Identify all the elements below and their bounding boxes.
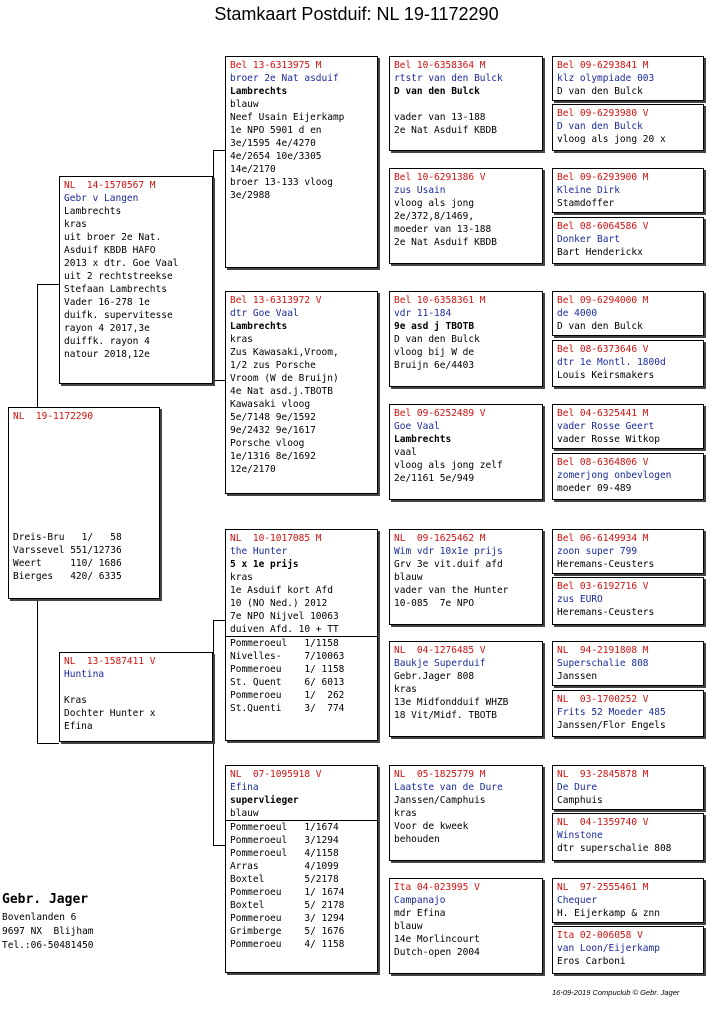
pigeon-line: broer 13-133 vloog [230,177,333,188]
pigeon-line: Pommeroeu 4/ 1158 [230,939,345,950]
pigeon-ring: Bel 09-6293841 M [557,60,649,71]
pigeon-line: duifk. supervitesse [64,310,173,321]
pigeon-ring: Bel 13-6313972 V [230,295,322,306]
pigeon-line: behouden [394,834,440,845]
pigeon-ring: Bel 09-6293900 M [557,172,649,183]
pigeon-line: vader van 13-188 [394,112,486,123]
pigeon-line: 2e Nat Asduif KBDB [394,125,497,136]
pigeon-line: Pommeroeul 3/1294 [230,835,339,846]
pigeon-line: blauw [230,808,259,819]
pigeon-line: 2e/372,8/1469, [394,211,475,222]
gen4-card[interactable] [552,168,704,213]
pigeon-line: moeder 09-489 [557,483,632,494]
gen2-card[interactable] [225,765,378,973]
pigeon-line: natour 2018,12e [64,349,150,360]
pigeon-ring: Ita 04-023995 V [394,882,480,893]
pigeon-ring: Bel 09-6252489 V [394,408,486,419]
pigeon-line: Lambrechts [230,321,288,332]
pigeon-line: 13e Midfondduif WHZB [394,697,509,708]
connector-line [213,380,225,381]
pigeon-name: van Loon/Eijerkamp [557,943,660,954]
pigeon-line: vloog bij W de [394,347,475,358]
pigeon-line: Grimberge 5/ 1676 [230,926,345,937]
pigeon-line: Asduif KBDB HAFO [64,245,156,256]
owner-phone: Tel.:06-50481450 [2,940,94,951]
pigeon-line: supervlieger [230,795,299,806]
pigeon-line: D van den Bulck [394,334,480,345]
pigeon-name: Laatste van de Dure [394,782,503,793]
pigeon-ring: NL 04-1359740 V [557,817,649,828]
pigeon-ring: NL 04-1276485 V [394,645,486,656]
pigeon-line: kras [394,684,417,695]
pigeon-name: De Dure [557,782,598,793]
pigeon-line: Arras 4/1099 [230,861,339,872]
pigeon-line: D van den Bulck [394,86,480,97]
pigeon-name: Goe Vaal [394,421,440,432]
pigeon-line: Kras [64,695,87,706]
pigeon-line: Pommeroeu 1/ 262 [230,690,345,701]
pigeon-line: Stamdoffer [557,198,615,209]
pigeon-line: kras [394,808,417,819]
pigeon-ring: Bel 10-6291386 V [394,172,486,183]
pigeon-line: Nivelles- 7/10063 [230,651,345,662]
pigeon-ring: Bel 09-6294000 M [557,295,649,306]
pigeon-line: 14e Morlincourt [394,934,480,945]
pigeon-line: kras [230,572,253,583]
pigeon-name: Frits 52 Moeder 485 [557,707,666,718]
pigeon-name: Baukje Superduif [394,658,486,669]
mother-card[interactable] [59,652,213,742]
pigeon-ring: NL 09-1625462 M [394,533,486,544]
pigeon-line: Vader 16-278 1e [64,297,150,308]
pigeon-line: vader van the Hunter [394,585,509,596]
gen4-card[interactable] [552,878,704,923]
pigeon-name: zoon super 799 [557,546,638,557]
pigeon-name: Kleine Dirk [557,185,620,196]
connector-line [37,284,59,285]
pigeon-ring: Bel 06-6149934 M [557,533,649,544]
pigeon-ring: Bel 04-6325441 M [557,408,649,419]
pigeon-name: broer 2e Nat asduif [230,73,339,84]
gen3-card[interactable] [389,529,543,625]
pigeon-line: 9e/2432 9e/1617 [230,425,316,436]
gen4-card[interactable] [552,291,704,336]
pigeon-name: zus Usain [394,185,446,196]
subject-results [13,531,155,583]
gen4-card[interactable] [552,404,704,449]
pigeon-name: de 4000 [557,308,598,319]
gen3-card[interactable] [389,404,543,500]
pigeon-line: Vroom (W de Bruijn) [230,373,339,384]
pigeon-line: Pommeroeul 1/1158 [230,638,339,649]
subject-card[interactable] [8,407,160,599]
pigeon-ring: NL 03-1700252 V [557,694,649,705]
pigeon-line: Pommeroeu 1/ 1158 [230,664,345,675]
pigeon-line: 1e NPO 5901 d en [230,125,322,136]
gen4-card[interactable] [552,926,704,974]
pigeon-line: mdr Efina [394,908,446,919]
pigeon-line: moeder van 13-188 [394,224,492,235]
owner-city: 9697 NX Blijham [2,926,94,937]
pigeon-line: 14e/2170 [230,164,276,175]
pigeon-name: Chequer [557,895,598,906]
pigeon-line: Dutch-open 2004 [394,947,480,958]
pigeon-name: vdr 11-184 [394,308,452,319]
gen2-card[interactable] [225,529,378,741]
pigeon-line: vloog als jong zelf [394,460,503,471]
pigeon-ring: NL 94-2191808 M [557,645,649,656]
pigeon-line: 1/2 zus Porsche [230,360,316,371]
pigeon-line: 5 x 1e prijs [230,559,299,570]
pigeon-line: vader Rosse Witkop [557,434,660,445]
pigeon-line: 2e Nat Asduif KBDB [394,237,497,248]
pigeon-line: duiffk. rayon 4 [64,336,150,347]
gen4-card[interactable] [552,453,704,500]
result-row: Bierges 420/ 6335 [13,571,122,582]
pigeon-line: 4e/2654 10e/3305 [230,151,322,162]
pigeon-line: 12e/2170 [230,464,276,475]
pigeon-line: Heremans-Ceusters [557,607,655,618]
pigeon-line [64,681,208,694]
pigeon-line: St. Quent 6/ 6013 [230,677,345,688]
pigeon-line: Boxtel 5/ 2178 [230,900,345,911]
pigeon-name: zus EURO [557,594,603,605]
pigeon-name: klz olympiade 003 [557,73,655,84]
pigeon-line [394,98,538,111]
pigeon-line: 1e Asduif kort Afd [230,585,333,596]
pigeon-ring: Bel 03-6192716 V [557,581,649,592]
pigeon-name: Donker Bart [557,234,620,245]
pigeon-ring: Bel 08-6364806 V [557,457,649,468]
gen3-card[interactable] [389,641,543,737]
pigeon-line: Louis Keirsmakers [557,370,655,381]
connector-line [213,620,214,845]
result-row: Weert 110/ 1686 [13,558,122,569]
pigeon-line: 1e/1316 8e/1692 [230,451,316,462]
pigeon-name: dtr 1e Montl. 1800d [557,357,666,368]
pigeon-line: Porsche vloog [230,438,305,449]
pigeon-line: 7e NPO Nijvel 10063 [230,611,339,622]
pigeon-line: Camphuis [557,795,603,806]
gen2-card[interactable] [225,291,378,494]
pigeon-line: Lambrechts [64,206,122,217]
pigeon-line: Grv 3e vit.duif afd [394,559,503,570]
pigeon-ring: Bel 08-6064586 V [557,221,649,232]
pigeon-line: duiven Afd. 10 + TT [230,624,339,635]
pigeon-line: Zus Kawasaki,Vroom, [230,347,339,358]
pigeon-line: Boxtel 5/2178 [230,874,339,885]
pigeon-line: Lambrechts [394,434,452,445]
pigeon-line: 4e Nat asd.j.TBOTB [230,386,333,397]
pigeon-line: 18 Vit/Midf. TBOTB [394,710,497,721]
pigeon-line: dtr superschalie 808 [557,843,672,854]
pigeon-ring: Bel 13-6313975 M [230,60,322,71]
pigeon-line: blauw [394,921,423,932]
pigeon-line: vloog als jong 20 x [557,134,666,145]
pigeon-line: Pommeroeu 1/ 1674 [230,887,345,898]
gen4-card[interactable] [552,765,704,810]
pigeon-ring: Bel 09-6293980 V [557,108,649,119]
pigeon-line: D van den Bulck [557,321,643,332]
pigeon-line: Efina [64,721,93,732]
pigeon-line: Neef Usain Eijerkamp [230,112,345,123]
pigeon-line: 3e/2988 [230,190,271,201]
gen4-card[interactable] [552,217,704,264]
gen4-card[interactable] [552,529,704,574]
page-title: Stamkaart Postduif: NL 19-1172290 [214,4,499,24]
pigeon-line: vaal [394,447,417,458]
pigeon-name: Huntina [64,669,105,680]
connector-line [213,150,214,380]
father-card[interactable] [59,176,213,384]
pigeon-name: vader Rosse Geert [557,421,655,432]
footer-credit: 16-09-2019 Compuclub © Gebr. Jager [552,988,680,997]
pigeon-line: D van den Bulck [557,86,643,97]
result-row: Dreis-Bru 1/ 58 [13,532,122,543]
gen4-card[interactable] [552,56,704,101]
gen2-card[interactable] [225,56,378,268]
owner-name: Gebr. Jager [2,892,89,907]
pigeon-line: Lambrechts [230,86,288,97]
pigeon-name: Efina [230,782,259,793]
connector-line [37,743,59,744]
pigeon-line: 9e asd j TBOTB [394,321,475,332]
pigeon-line: Dochter Hunter x [64,708,156,719]
pigeon-line: Voor de kweek [394,821,469,832]
pigeon-line: kras [64,219,87,230]
pigeon-line: Gebr.Jager 808 [394,671,475,682]
gen3-card[interactable] [389,168,543,264]
pigeon-line: Janssen [557,671,598,682]
pigeon-line: Heremans-Ceusters [557,559,655,570]
owner-address: Bovenlanden 6 [2,912,77,923]
pigeon-line: St.Quenti 3/ 774 [230,703,345,714]
pigeon-line: 10-085 7e NPO [394,598,475,609]
pigeon-ring: NL 05-1825779 M [394,769,486,780]
pigeon-ring: Ita 02-006058 V [557,930,643,941]
owner-info [2,893,94,953]
pigeon-line: Kawasaki vloog [230,399,311,410]
pigeon-line: Pommeroeul 1/1674 [230,822,339,833]
gen4-card[interactable] [552,577,704,625]
pigeon-ring: NL 07-1095918 V [230,769,322,780]
pigeon-line: blauw [230,99,259,110]
subject-ring: NL 19-1172290 [13,411,94,422]
pigeon-line: 3e/1595 4e/4270 [230,138,316,149]
pigeon-ring: NL 13-1587411 V [64,656,156,667]
pigeon-name: Winstone [557,830,603,841]
pigeon-line: rayon 4 2017,3e [64,323,150,334]
pigeon-line: H. Eijerkamp & znn [557,908,660,919]
gen3-card[interactable] [389,878,543,974]
pigeon-line: Janssen/Flor Engels [557,720,666,731]
pigeon-line: Eros Carboni [557,956,626,967]
gen4-card[interactable] [552,641,704,686]
pigeon-name: zomerjong onbevlogen [557,470,672,481]
pigeon-name: Superschalie 808 [557,658,649,669]
connector-line [213,845,225,846]
gen4-card[interactable] [552,690,704,737]
gen4-card[interactable] [552,104,704,151]
pigeon-ring: Bel 08-6373646 V [557,344,649,355]
pigeon-line: 5e/7148 9e/1592 [230,412,316,423]
connector-line [213,620,225,621]
pigeon-name: dtr Goe Vaal [230,308,299,319]
pigeon-ring: NL 97-2555461 M [557,882,649,893]
gen3-card[interactable] [389,56,543,151]
pigeon-ring: Bel 10-6358364 M [394,60,486,71]
pigeon-name: rtstr van den Bulck [394,73,503,84]
pigeon-line: kras [230,334,253,345]
pigeon-ring: Bel 10-6358361 M [394,295,486,306]
pigeon-line: uit broer 2e Nat. [64,232,162,243]
pigeon-line: uit 2 rechtstreekse [64,271,173,282]
pigeon-name: Wim vdr 10x1e prijs [394,546,503,557]
pigeon-line: Bruijn 6e/4403 [394,360,475,371]
pigeon-ring: NL 14-1570567 M [64,180,156,191]
pigeon-name: D van den Bulck [557,121,643,132]
pigeon-line: Bart Henderickx [557,247,643,258]
gen4-card[interactable] [552,340,704,387]
pigeon-ring: NL 93-2845878 M [557,769,649,780]
pigeon-line: vloog als jong [394,198,475,209]
pigeon-line: 10 (NO Ned.) 2012 [230,598,328,609]
pigeon-ring: NL 10-1017085 M [230,533,322,544]
connector-line [213,150,225,151]
pigeon-line: Janssen/Camphuis [394,795,486,806]
pigeon-line: Pommeroeul 4/1158 [230,848,339,859]
gen4-card[interactable] [552,813,704,861]
result-row: Varssevel 551/12736 [13,545,122,556]
pigeon-line: Pommeroeu 3/ 1294 [230,913,345,924]
gen3-card[interactable] [389,765,543,861]
pigeon-name: Gebr v Langen [64,193,139,204]
gen3-card[interactable] [389,291,543,387]
pigeon-line: Stefaan Lambrechts [64,284,167,295]
pigeon-line: 2e/1161 5e/949 [394,473,475,484]
pigeon-line: 2013 x dtr. Goe Vaal [64,258,179,269]
pigeon-name: Campanajo [394,895,446,906]
pigeon-line: blauw [394,572,423,583]
pigeon-name: the Hunter [230,546,288,557]
